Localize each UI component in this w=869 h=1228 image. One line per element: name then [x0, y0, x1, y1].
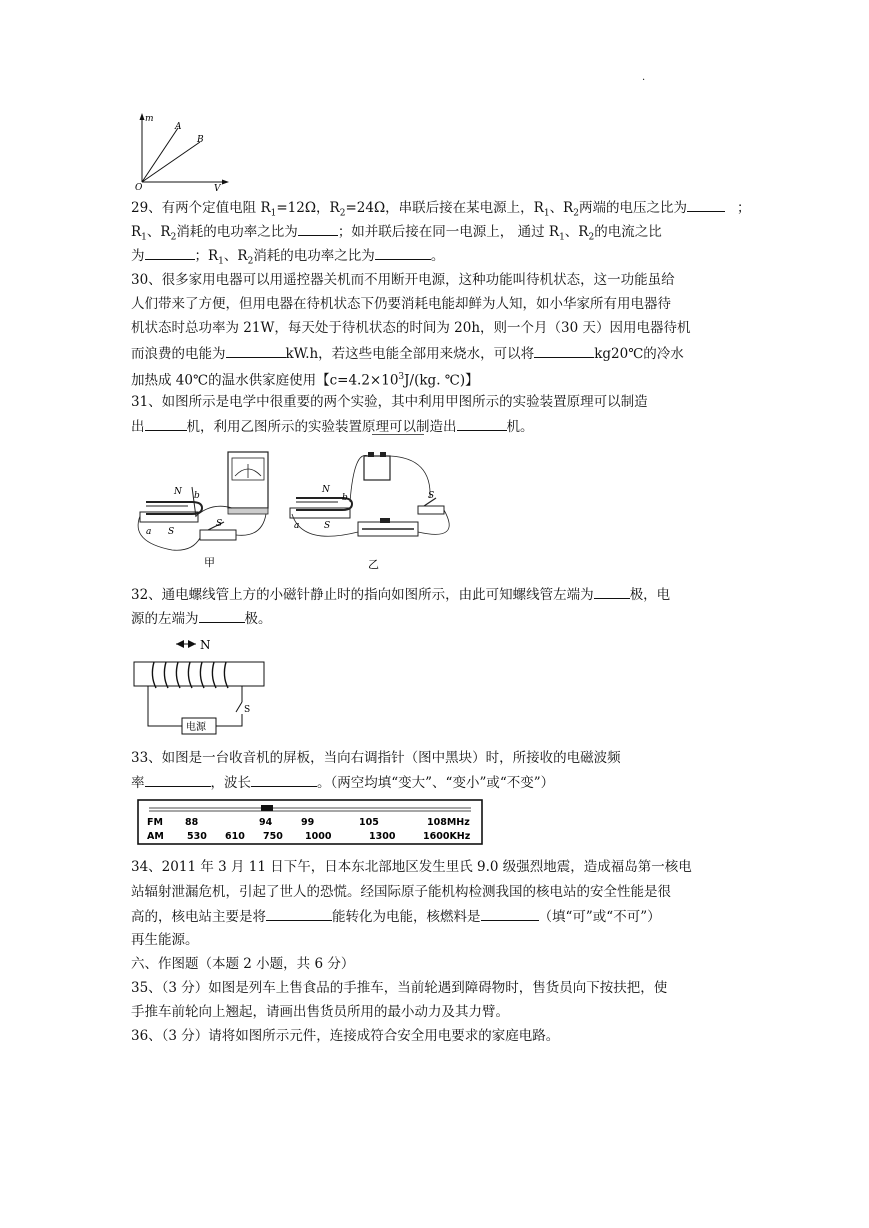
- q34-blank-renewable[interactable]: [481, 907, 539, 921]
- q33-radio-dial: [137, 799, 483, 845]
- q31-line-2: 出 机，利用乙图所示的实验装置原理可以制造出 机。: [131, 419, 534, 435]
- mass-volume-graph: [132, 110, 240, 192]
- q30-blank-energy[interactable]: [226, 344, 286, 358]
- q31-experiment-figures: [132, 442, 462, 572]
- q32-switch-label: S: [244, 705, 251, 715]
- q31-line-1: 31、如图所示是电学中很重要的两个实验，其中利用甲图所示的实验装置原理可以制造: [131, 394, 648, 410]
- q29-blank-voltage-ratio[interactable]: [687, 198, 725, 212]
- q31-blank-yi-machine[interactable]: [457, 417, 507, 431]
- q31-figure-yi-caption: 乙: [368, 558, 379, 571]
- q34-line-1: 34、2011 年 3 月 11 日下午，日本东北部地区发生里氏 9.0 级强烈地震，造成福岛第一核电: [131, 859, 692, 875]
- am-tick-1300: 1300: [369, 831, 396, 842]
- q30-line-2: 人们带来了方便，但用电器在待机状态下仍要消耗电能却鲜为人知，如小华家所有用电器待: [131, 296, 671, 312]
- q33-blank-frequency[interactable]: [145, 773, 211, 787]
- q31-jia-b-label: b: [194, 491, 200, 501]
- am-tick-750: 750: [263, 831, 283, 842]
- q35-line-1: 35、（3 分）如图是列车上售食品的手推车，当前轮遇到障碍物时，售货员向下按扶把，使: [131, 980, 668, 996]
- q31-jia-n-label: N: [174, 487, 182, 497]
- q32-blank-coil-pole[interactable]: [594, 585, 630, 599]
- q32-line-1: 32、通电螺线管上方的小磁针静止时的指向如图所示，由此可知螺线管左端为 极，电: [131, 587, 671, 603]
- q31-blank-jia-machine[interactable]: [145, 417, 187, 431]
- am-tick-1600: 1600KHz: [423, 831, 471, 842]
- q33-line-1: 33、如图是一台收音机的屏板，当向右调指针（图中黑块）时，所接收的电磁波频: [131, 750, 621, 766]
- q32-needle-n-label: N: [200, 638, 211, 652]
- q32-solenoid-figure: [132, 632, 268, 740]
- am-tick-1000: 1000: [305, 831, 332, 842]
- q30-blank-mass[interactable]: [534, 344, 594, 358]
- q29-blank-power-ratio-series[interactable]: [298, 222, 338, 236]
- q34-line-4: 再生能源。: [131, 932, 199, 948]
- q33-line-2: 率 ，波长 。（两空均填“变大”、“变小”或“不变”）: [131, 775, 555, 791]
- q29-line-1: 29、有两个定值电阻 $R_1=12\Omega$，$R_2=24\Omega$，串联后接在某电源上，$R_1$、$R_2$两端的电压之比为 ；: [131, 200, 751, 219]
- q33-blank-wavelength[interactable]: [251, 773, 317, 787]
- fm-tick-99: 99: [301, 817, 315, 828]
- q30-line-5: 加热成 40℃的温水供家庭使用【$c=4.2\times 10^3J/(kg$. ℃)】: [131, 372, 479, 389]
- graph-y-label: m: [145, 114, 154, 124]
- am-tick-610: 610: [225, 831, 245, 842]
- fm-tick-105: 105: [359, 817, 379, 828]
- q34-blank-energy-form[interactable]: [266, 907, 332, 921]
- q34-line-3: 高的，核电站主要是将 能转化为电能，核燃料是 （填“可”或“不可”）: [131, 909, 661, 925]
- q30-line-4: 而浪费的电能为 kW.h，若这些电能全部用来烧水，可以将 kg20℃的冷水: [131, 346, 684, 362]
- q31-yi-s-label: S: [324, 521, 331, 531]
- divider: [372, 434, 424, 435]
- q32-line-2: 源的左端为 极。: [131, 611, 272, 627]
- q35-line-2: 手推车前轮向上翘起，请画出售货员所用的最小动力及其力臂。: [131, 1004, 509, 1020]
- graph-origin-label: O: [135, 183, 143, 192]
- graph-x-label: V: [214, 184, 221, 192]
- q32-blank-source-pole[interactable]: [199, 609, 245, 623]
- q31-yi-switch-label: S: [428, 491, 435, 501]
- q36-line-1: 36、（3 分）请将如图所示元件，连接成符合安全用电要求的家庭电路。: [131, 1028, 560, 1044]
- fm-tick-94: 94: [259, 817, 273, 828]
- q31-yi-a-label: a: [294, 521, 300, 531]
- q31-jia-s-label: S: [168, 527, 175, 537]
- q29-line-2: $R_1$、$R_2$消耗的电功率之比为 ；如并联后接在同一电源上， 通过 $R_1$、$R_2$的电流之比: [131, 224, 662, 243]
- fm-tick-108: 108MHz: [427, 817, 470, 828]
- q32-power-label: 电源: [186, 722, 206, 733]
- fm-tick-88: 88: [185, 817, 199, 828]
- q29-blank-power-ratio-parallel[interactable]: [375, 246, 431, 260]
- q29-line-3: 为 ；$R_1$、$R_2$消耗的电功率之比为 。: [131, 248, 445, 267]
- q30-line-3: 机状态时总功率为 21W，每天处于待机状态的时间为 20h，则一个月（30 天）因用电器待机: [131, 320, 691, 336]
- q31-figure-jia-caption: 甲: [204, 556, 215, 569]
- section-6-heading: 六、作图题（本题 2 小题，共 6 分）: [131, 956, 355, 972]
- q34-line-2: 站辐射泄漏危机，引起了世人的恐慌。经国际原子能机构检测我国的核电站的安全性能是很: [131, 884, 671, 900]
- am-label: AM: [147, 831, 164, 842]
- am-tick-530: 530: [187, 831, 207, 842]
- q31-yi-b-label: b: [342, 493, 348, 503]
- graph-line-a-label: A: [175, 122, 182, 132]
- fm-label: FM: [147, 817, 163, 828]
- q29-blank-current-ratio[interactable]: [145, 246, 195, 260]
- q30-line-1: 30、很多家用电器可以用遥控器关机而不用断开电源，这种功能叫待机状态，这一功能虽给: [131, 272, 675, 288]
- q31-yi-n-label: N: [322, 485, 330, 495]
- q31-jia-switch-label: S: [216, 519, 223, 529]
- q31-jia-a-label: a: [146, 527, 152, 537]
- graph-line-b-label: B: [197, 135, 204, 145]
- page-mark: .: [642, 72, 646, 83]
